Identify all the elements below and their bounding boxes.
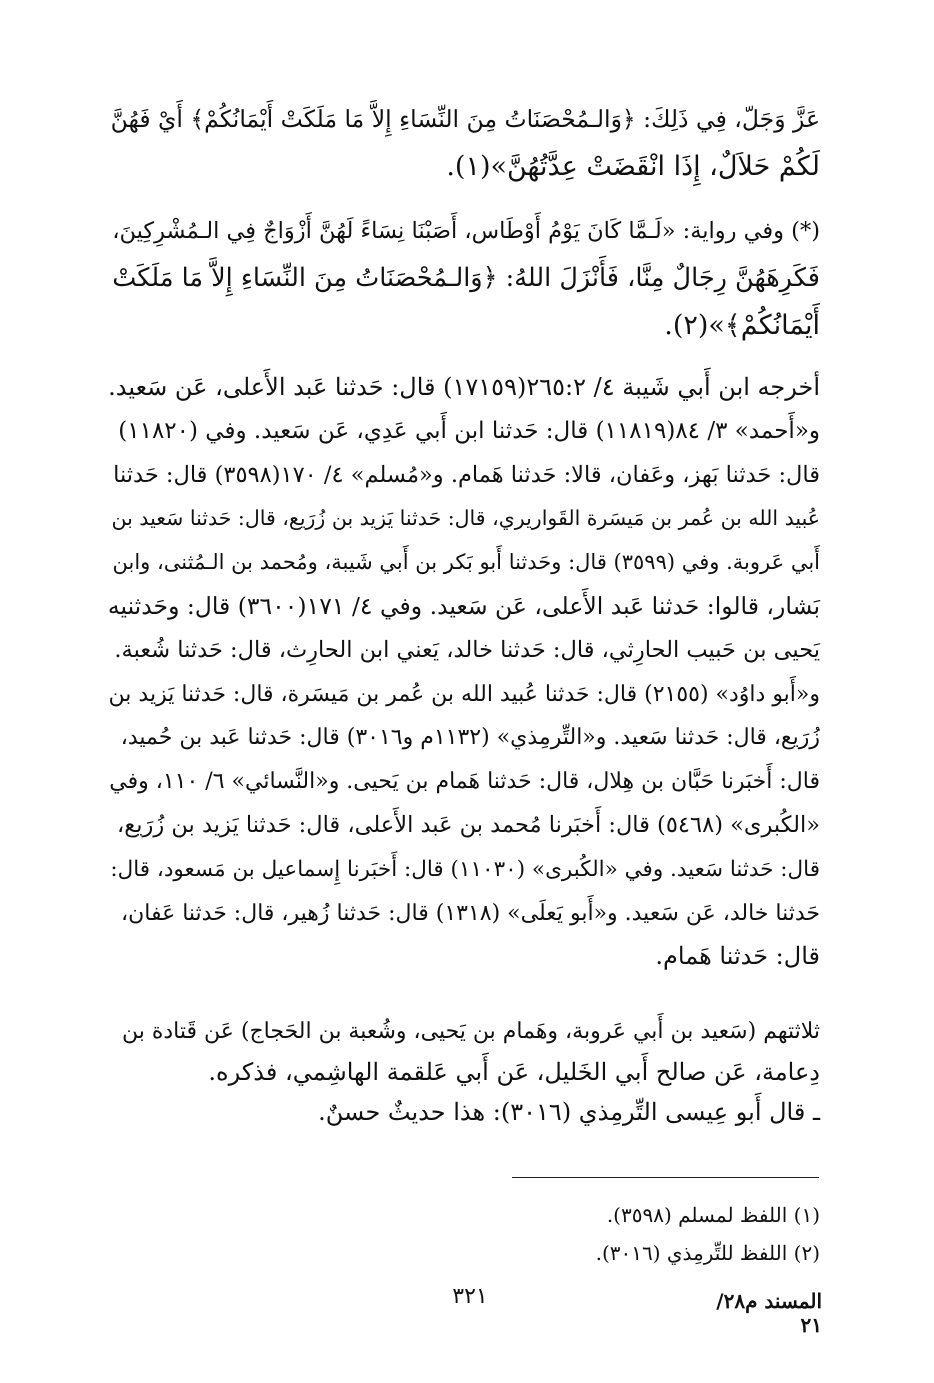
isnad-paragraph [108,1012,820,1132]
text-line: لَكُمْ حَلاَلٌ، إِذَا انْقَضَتْ عِدَّتُهُنَّ»(١). [446,151,820,182]
text-line: حَدثنا خالد، عَن سَعيد. و«أَبو يَعلَى» (١٣١٨) قال: حَدثنا زُهير، قال: حَدثنا عَفان، [120,900,820,926]
text-line: أَبي عَروبة. وفي (٣٥٩٩) قال: وحَدثنا أَبو بَكر بن أَبي شَيبة، ومُحمد بن الـمُثنى، وابن [112,550,820,575]
text-line: ـ قال أَبو عِيسى التِّرمِذي (٣٠١٦): هذا حديثٌ حسنٌ. [318,1098,820,1126]
text-line: ثلاثتهم (سَعيد بن أَبي عَروبة، وهَمام بن يَحيى، وشُعبة بن الحَجاج) عَن قَتادة بن [121,1019,820,1044]
footnote-divider [512,1177,819,1178]
text-line: و«أَحمد» ٣/ ٨٤(١١٨١٩) قال: حَدثنا ابن أَبي عَدِي، عَن سَعيد. وفي (١١٨٢٠) [118,417,820,444]
narration-variant-paragraph [108,208,820,349]
text-line: قال: حَدثنا هَمام. [655,942,820,971]
text-line: يَحيى بن حَبيب الحارِثي، قال: حَدثنا خالد، يَعني ابن الحارِث، قال: حَدثنا شُعبة. [114,636,820,663]
text-line: و«أَبو داوُد» (٢١٥٥) قال: حَدثنا عُبيد الله بن عُمر بن مَيسَرة، قال: حَدثنا يَزيد بن [108,681,820,707]
text-line: قال: أَخبَرنا حَبَّان بن هِلال، قال: حَدثنا هَمام بن يَحيى. و«النَّسائي» ٦/ ١١٠، وفي [109,769,820,795]
hadith-text-paragraph [108,96,820,190]
footnote-1: (١) اللفظ لمسلم (٣٥٩٨). [606,1203,820,1227]
text-line: (*) وفي رواية: «لَـمَّا كَانَ يَوْمُ أَوْطَاس، أَصَبْنَا نِسَاءً لَهُنَّ أَزْوَاجٌ فِي الـمُشْرِكِينَ، [112,218,820,244]
text-line: زُرَيع، قال: حَدثنا سَعيد. و«التِّرمِذي» (١١٣٢م و٣٠١٦) قال: حَدثنا عَبد بن حُميد، [120,725,820,751]
text-line: «الكُبرى» (٥٤٦٨) قال: أَخبَرنا مُحمد بن عَبد الأَعلى، قال: حَدثنا يَزيد بن زُرَيع، [117,811,820,838]
text-line: فَكَرِهَهُنَّ رِجَالٌ مِنَّا، فَأَنْزَلَ اللهُ: ﴿وَالـمُحْصَنَاتُ مِنَ النِّسَاءِ إِلاَّ مَا مَلَكَتْ [112,263,820,293]
text-line: أَيْمَانُكُمْ﴾»(٢). [664,310,820,341]
printer-signature: المسند م٢٨/ ٢١ [716,1289,822,1337]
footnote-2: (٢) اللفظ للتِّرمِذي (٣٠١٦). [595,1241,820,1265]
text-line: أخرجه ابن أَبي شَيبة ٤/ ٢٦٥:٢(١٧١٥٩) قال: حَدثنا عَبد الأَعلى، عَن سَعيد. [108,373,820,401]
footnotes [108,1196,820,1272]
text-line: قال: حَدثنا بَهز، وعَفان، قالا: حَدثنا هَمام. و«مُسلم» ٤/ ١٧٠(٣٥٩٨) قال: حَدثنا [113,461,820,488]
text-line: بَشار، قالوا: حَدثنا عَبد الأَعلى، عَن سَعيد. وفي ٤/ ١٧١(٣٦٠٠) قال: وحَدثنيه [107,591,820,620]
text-line: عُبيد الله بن عُمر بن مَيسَرة القَواريري، قال: حَدثنا يَزيد بن زُرَيع، قال: حَدثنا سَعيد بن [111,506,820,531]
text-line: دِعامة، عَن صالح أَبي الخَليل، عَن أَبي عَلقمة الهاشِمي، فذكره. [208,1058,820,1086]
text-line: قال: حَدثنا سَعيد. وفي «الكُبرى» (١١٠٣٠) قال: أَخبَرنا إِسماعيل بن مَسعود، قال: [110,856,820,882]
text-line: عَزَّ وَجَلّ، فِي ذَلِكَ: ﴿وَالـمُحْصَنَاتُ مِنَ النِّسَاءِ إِلاَّ مَا مَلَكَتْ أَيْمَانُكُمْ﴾ أَيْ فَهُنَّ [110,105,820,133]
takhrij-paragraph [108,366,820,979]
page-number: ٣٢١ [452,1284,488,1309]
